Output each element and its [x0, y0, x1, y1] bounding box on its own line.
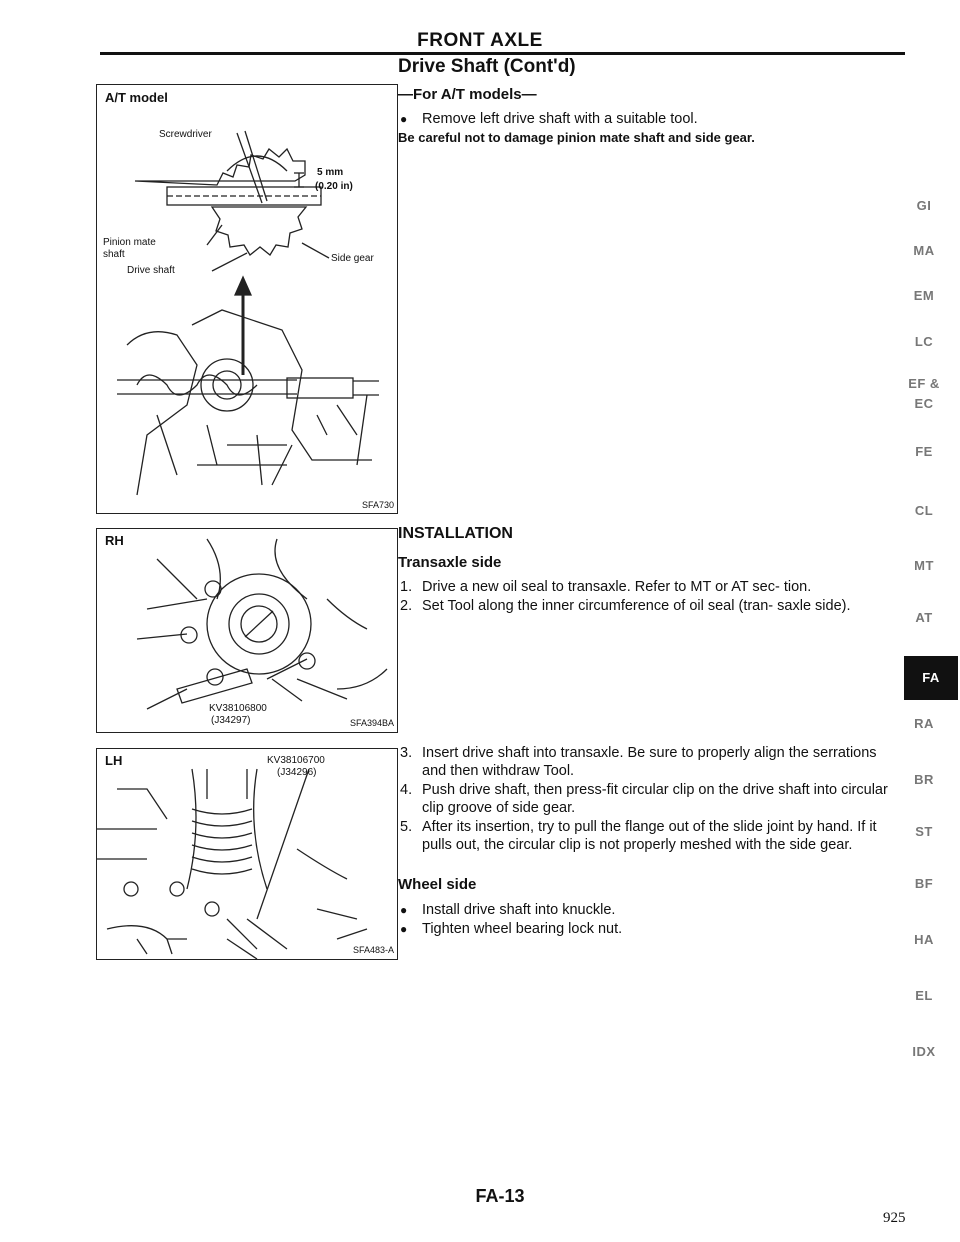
bullet-text: Install drive shaft into knuckle. — [422, 902, 616, 918]
figure-code: SFA394BA — [349, 718, 394, 728]
step-number: 5. — [400, 819, 413, 835]
removal-bullets — [400, 110, 900, 129]
step-text: After its insertion, try to pull the flange out of the slide joint by hand. If it pulls out, the circular clip is not properly meshed with the side gear. — [422, 819, 877, 853]
sidebar-tab-ef[interactable]: EF & — [908, 376, 940, 391]
tool-number: KV38106700 — [267, 755, 325, 766]
tool-number: KV38106800 — [209, 703, 267, 714]
installation-title: INSTALLATION — [398, 525, 513, 542]
transaxle-side-title: Transaxle side — [398, 554, 502, 571]
sidebar-tab-lc[interactable]: LC — [914, 334, 934, 349]
sidebar-tab-ha[interactable]: HA — [914, 932, 934, 947]
tool-alt-number: (J34297) — [211, 715, 251, 726]
figure-code: SFA483-A — [352, 945, 394, 955]
step-text: Set Tool along the inner circumference of oil seal (tran- saxle side). — [422, 598, 851, 614]
figure-code: SFA730 — [361, 500, 394, 510]
sidebar-tab-fe[interactable]: FE — [915, 444, 933, 459]
callout-dimension-in: (0.20 in) — [315, 181, 353, 192]
figure-label: LH — [105, 753, 123, 768]
figure-label: RH — [105, 533, 124, 548]
bullet-icon: ● — [400, 903, 408, 917]
sidebar-tab-ra[interactable]: RA — [914, 716, 934, 731]
figure-at-model — [96, 84, 398, 514]
wheel-side-bullets — [400, 901, 896, 939]
sidebar-tab-gi[interactable]: GI — [916, 198, 932, 213]
step-number: 2. — [400, 598, 413, 614]
list-item — [400, 744, 896, 780]
transaxle-steps-a — [400, 578, 896, 616]
list-item — [400, 597, 896, 615]
caution-text: Be careful not to damage pinion mate shaft and side gear. — [398, 130, 755, 145]
sidebar-tab-idx[interactable]: IDX — [912, 1044, 936, 1059]
sidebar-tab-at[interactable]: AT — [915, 610, 933, 625]
section-title: Drive Shaft (Cont'd) — [398, 56, 576, 77]
bullet-icon: ● — [400, 922, 408, 936]
lh-seal-diagram — [97, 749, 397, 959]
header-rule — [100, 52, 905, 55]
list-item — [400, 901, 896, 919]
callout-pinion-mate: Pinion mate — [103, 237, 156, 248]
list-item — [400, 920, 896, 938]
figure-label: A/T model — [105, 90, 168, 105]
page-number: 925 — [883, 1210, 906, 1226]
step-text: Push drive shaft, then press-fit circular clip on the drive shaft into circular clip groove of side gear. — [422, 782, 888, 816]
sidebar-tab-em[interactable]: EM — [913, 288, 935, 303]
bullet-text: Remove left drive shaft with a suitable tool. — [422, 111, 698, 127]
step-number: 3. — [400, 745, 413, 761]
sidebar-tab-fa[interactable]: FA — [904, 656, 958, 700]
sidebar-tab-ma[interactable]: MA — [913, 243, 935, 258]
sidebar-tab-el[interactable]: EL — [915, 988, 933, 1003]
page-header-title: FRONT AXLE — [417, 30, 543, 51]
gear-diagram — [97, 85, 397, 513]
list-item — [400, 578, 896, 596]
list-item — [400, 110, 900, 128]
list-item — [400, 781, 896, 817]
sidebar-tab-bf[interactable]: BF — [914, 876, 934, 891]
bullet-icon: ● — [400, 112, 408, 126]
tool-alt-number: (J34296) — [277, 767, 317, 778]
section-subtitle: —For A/T models— — [398, 86, 537, 103]
callout-screwdriver: Screwdriver — [159, 129, 212, 140]
rh-seal-diagram — [97, 529, 397, 732]
step-number: 1. — [400, 579, 413, 595]
wheel-side-title: Wheel side — [398, 876, 477, 893]
sidebar-tab-st[interactable]: ST — [915, 824, 933, 839]
callout-drive-shaft: Drive shaft — [127, 265, 175, 276]
list-item — [400, 818, 896, 854]
sidebar-tab-cl[interactable]: CL — [914, 503, 934, 518]
figure-lh — [96, 748, 398, 960]
step-text: Insert drive shaft into transaxle. Be sure to properly align the serrations and then withdraw Tool. — [422, 745, 877, 779]
transaxle-steps-b — [400, 744, 896, 855]
step-number: 4. — [400, 782, 413, 798]
callout-dimension-mm: 5 mm — [317, 167, 344, 178]
sidebar-tab-ec[interactable]: EC — [914, 396, 934, 411]
bullet-text: Tighten wheel bearing lock nut. — [422, 921, 623, 937]
callout-shaft: shaft — [103, 249, 125, 260]
footer-page-code: FA-13 — [475, 1186, 525, 1206]
callout-side-gear: Side gear — [331, 253, 374, 264]
step-text: Drive a new oil seal to transaxle. Refer to MT or AT sec- tion. — [422, 579, 812, 595]
figure-rh — [96, 528, 398, 733]
sidebar-tab-br[interactable]: BR — [914, 772, 934, 787]
sidebar-tab-mt[interactable]: MT — [914, 558, 934, 573]
